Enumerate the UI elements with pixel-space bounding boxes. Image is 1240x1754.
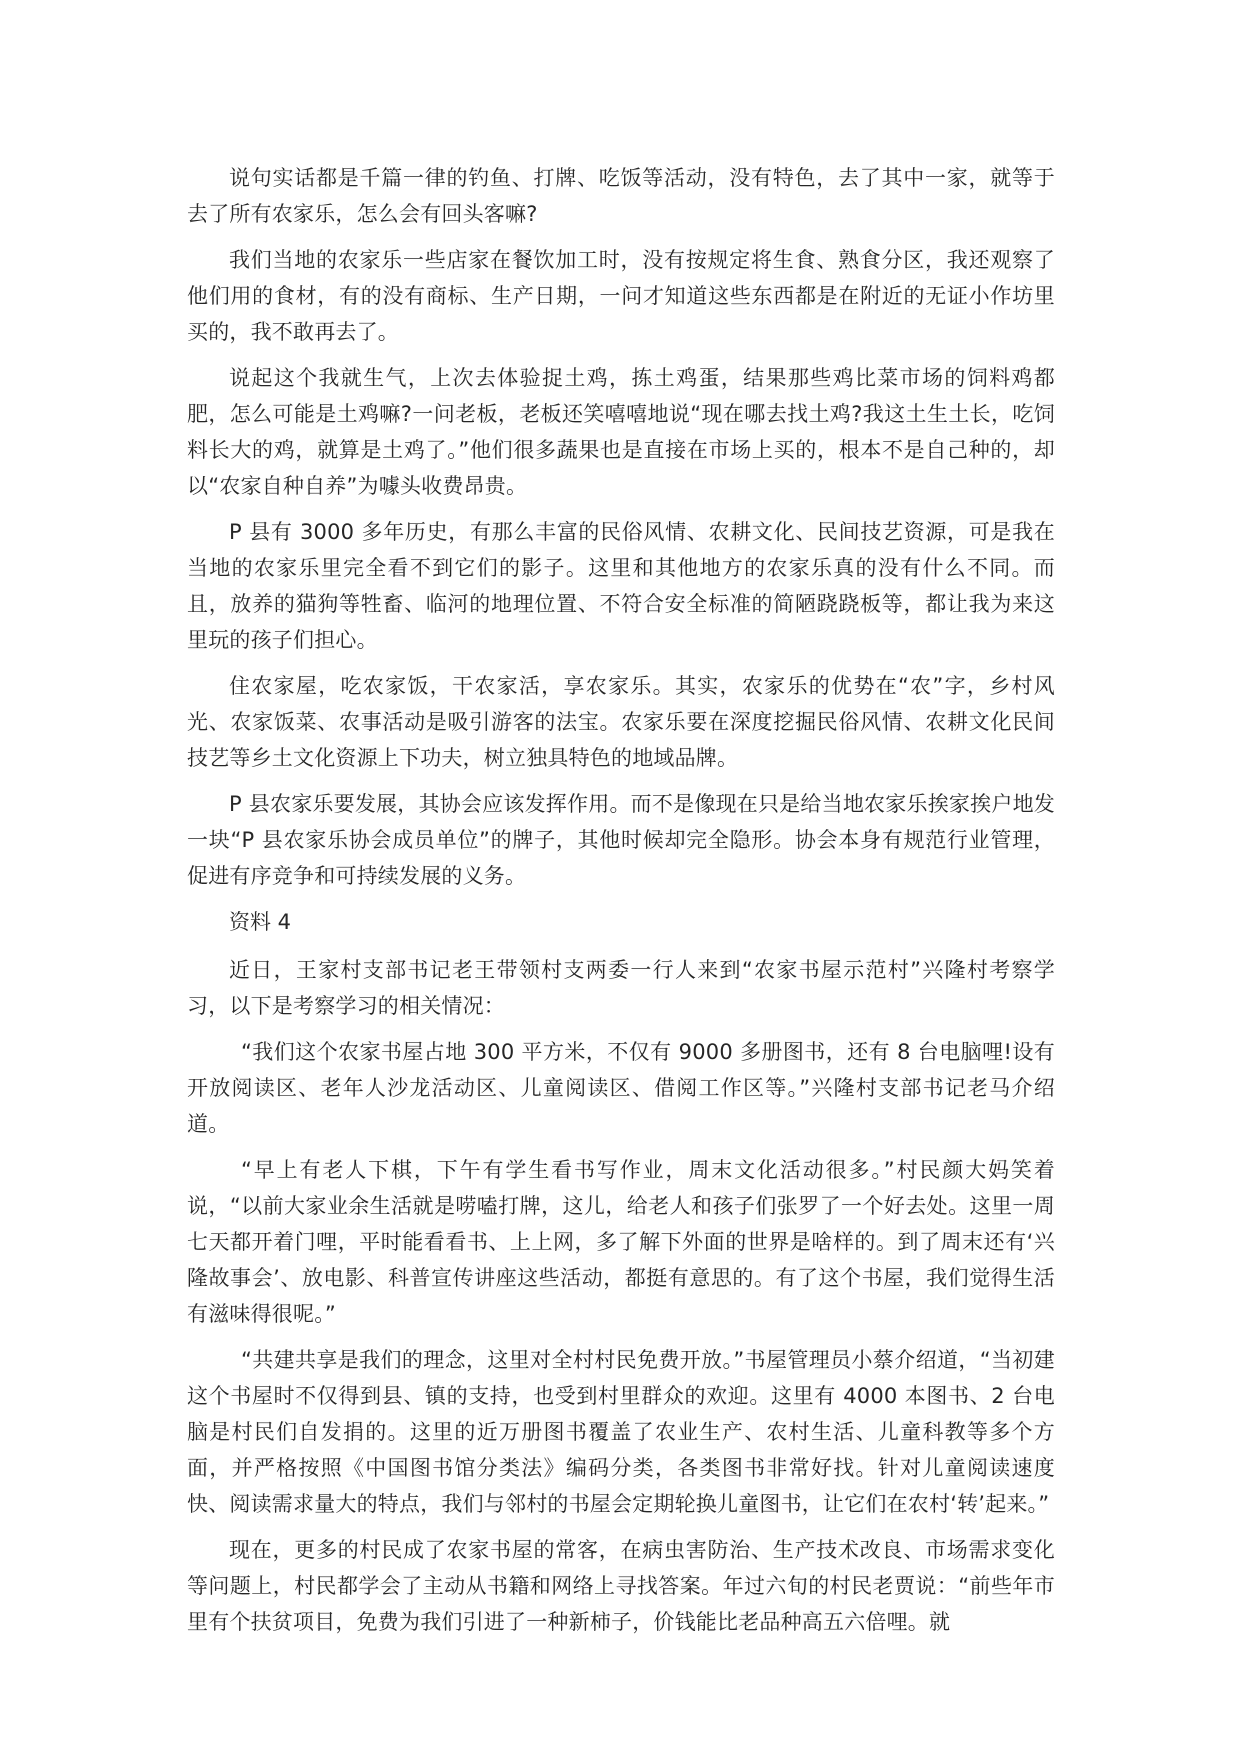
document-page (187, 160, 1055, 1650)
paragraph-4: P 县有 3000 多年历史，有那么丰富的民俗风情、农耕文化、民间技艺资源，可是我在当地的农家乐里完全看不到它们的影子。这里和其他地方的农家乐真的没有什么不同。而且，放养的猫狗等牲畜、临河的地理位置、不符合安全标准的简陋跷跷板等，都让我为来这里玩的孩子们担心。 (187, 520, 1055, 652)
section-paragraph-2: “我们这个农家书屋占地 300 平方米，不仅有 9000 多册图书，还有 8 台电脑哩!设有开放阅读区、老年人沙龙活动区、儿童阅读区、借阅工作区等。”兴隆村支部书记老马介绍道。 (187, 1040, 1055, 1136)
paragraph-1: 说句实话都是千篇一律的钓鱼、打牌、吃饭等活动，没有特色，去了其中一家，就等于去了所有农家乐，怎么会有回头客嘛? (187, 166, 1055, 226)
paragraph-3: 说起这个我就生气，上次去体验捉土鸡，拣土鸡蛋，结果那些鸡比菜市场的饲料鸡都肥，怎么可能是土鸡嘛?一问老板，老板还笑嘻嘻地说“现在哪去找土鸡?我这土生土长，吃饲料长大的鸡，就算是土鸡了。”他们很多蔬果也是直接在市场上买的，根本不是自己种的，却以“农家自种自养”为噱头收费昂贵。 (187, 366, 1055, 498)
paragraph-5: 住农家屋，吃农家饭，干农家活，享农家乐。其实，农家乐的优势在“农”字，乡村风光、农家饭菜、农事活动是吸引游客的法宝。农家乐要在深度挖掘民俗风情、农耕文化民间技艺等乡土文化资源上下功夫，树立独具特色的地域品牌。 (187, 674, 1055, 770)
section-paragraph-3: “早上有老人下棋，下午有学生看书写作业，周末文化活动很多。”村民颜大妈笑着说，“以前大家业余生活就是唠嗑打牌，这儿，给老人和孩子们张罗了一个好去处。这里一周七天都开着门哩，平时能看看书、上上网，多了解下外面的世界是啥样的。到了周末还有‘兴隆故事会’、放电影、科普宣传讲座这些活动，都挺有意思的。有了这个书屋，我们觉得生活有滋味得很呢。” (187, 1158, 1055, 1326)
section-heading: 资料 4 (229, 910, 292, 934)
paragraph-2: 我们当地的农家乐一些店家在餐饮加工时，没有按规定将生食、熟食分区，我还观察了他们用的食材，有的没有商标、生产日期，一问才知道这些东西都是在附近的无证小作坊里买的，我不敢再去了。 (187, 248, 1055, 344)
section-paragraph-1: 近日，王家村支部书记老王带领村支两委一行人来到“农家书屋示范村”兴隆村考察学习，以下是考察学习的相关情况： (187, 958, 1055, 1018)
section-paragraph-5: 现在，更多的村民成了农家书屋的常客，在病虫害防治、生产技术改良、市场需求变化等问题上，村民都学会了主动从书籍和网络上寻找答案。年过六旬的村民老贾说：“前些年市里有个扶贫项目，免费为我们引进了一种新柿子，价钱能比老品种高五六倍哩。就 (187, 1538, 1055, 1634)
paragraph-6: P 县农家乐要发展，其协会应该发挥作用。而不是像现在只是给当地农家乐挨家挨户地发一块“P 县农家乐协会成员单位”的牌子，其他时候却完全隐形。协会本身有规范行业管理，促进有序竞争和可持续发展的义务。 (187, 792, 1055, 888)
section-paragraph-4: “共建共享是我们的理念，这里对全村村民免费开放。”书屋管理员小蔡介绍道，“当初建这个书屋时不仅得到县、镇的支持，也受到村里群众的欢迎。这里有 4000 本图书、2 台电脑是村民们自发捐的。这里的近万册图书覆盖了农业生产、农村生活、儿童科教等多个方面，并严格按照《中国图书馆分类法》编码分类，各类图书非常好找。针对儿童阅读速度快、阅读需求量大的特点，我们与邻村的书屋会定期轮换儿童图书，让它们在农村‘转’起来。” (187, 1348, 1055, 1516)
